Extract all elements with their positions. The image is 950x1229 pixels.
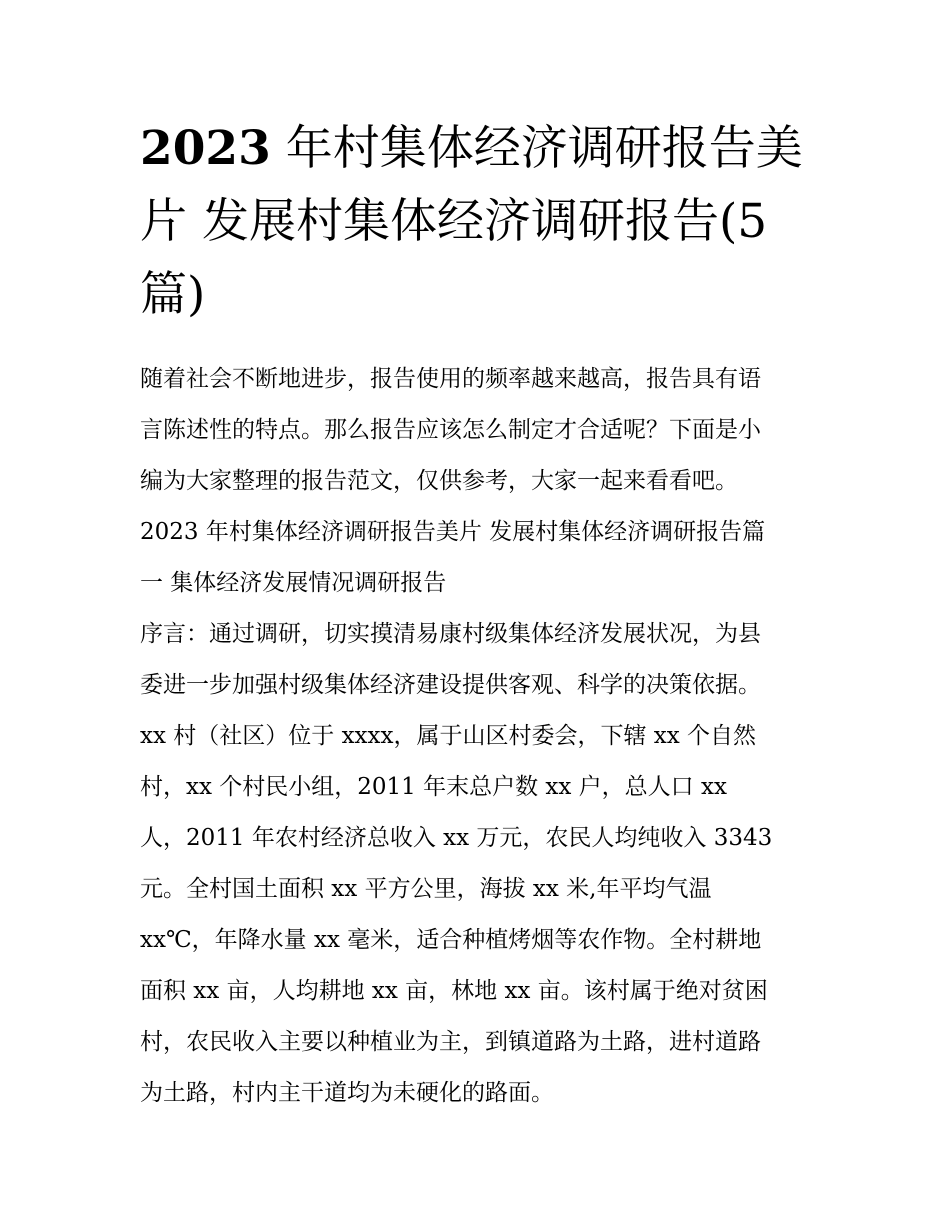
body-line: 村，农民收入主要以种植业为主，到镇道路为土路，进村道路: [140, 1029, 761, 1055]
body-line: 面积 xx 亩，人均耕地 xx 亩，林地 xx 亩。该村属于绝对贫困: [140, 978, 768, 1004]
document-title: [140, 112, 820, 331]
body-line: 人，2011 年农村经济总收入 xx 万元，农民人均纯收入 3343: [140, 825, 773, 851]
title-year: 2023: [140, 121, 271, 176]
document-body: [140, 354, 820, 1119]
body-line: 编为大家整理的报告范文，仅供参考，大家一起来看看吧。: [140, 468, 738, 494]
body-line: 言陈述性的特点。那么报告应该怎么制定才合适呢？下面是小: [140, 417, 761, 443]
body-line: xx℃，年降水量 xx 毫米，适合种植烤烟等农作物。全村耕地: [140, 927, 762, 953]
body-line: 序言：通过调研，切实摸清易康村级集体经济发展状况，为县: [140, 621, 761, 647]
body-line: 委进一步加强村级集体经济建设提供客观、科学的决策依据。: [140, 672, 761, 698]
body-line: 元。全村国土面积 xx 平方公里，海拔 xx 米,年平均气温: [140, 876, 712, 902]
title-line: [140, 185, 820, 258]
title-text: 年村集体经济调研报告美: [270, 121, 803, 176]
body-line: 为土路，村内主干道均为未硬化的路面。: [140, 1080, 554, 1106]
section-heading-line: 2023 年村集体经济调研报告美片 发展村集体经济调研报告篇: [140, 519, 766, 545]
body-line: 随着社会不断地进步，报告使用的频率越来越高，报告具有语: [140, 366, 761, 392]
title-text: 片 发展村集体经济调研报告(5: [140, 194, 768, 249]
body-line: 村，xx 个村民小组，2011 年末总户数 xx 户，总人口 xx: [140, 774, 727, 800]
title-text: 篇): [140, 267, 206, 322]
body-line: xx 村（社区）位于 xxxx，属于山区村委会，下辖 xx 个自然: [140, 723, 757, 749]
title-line: [140, 112, 820, 185]
section-heading-line: 一 集体经济发展情况调研报告: [140, 570, 447, 596]
title-line: [140, 258, 820, 331]
